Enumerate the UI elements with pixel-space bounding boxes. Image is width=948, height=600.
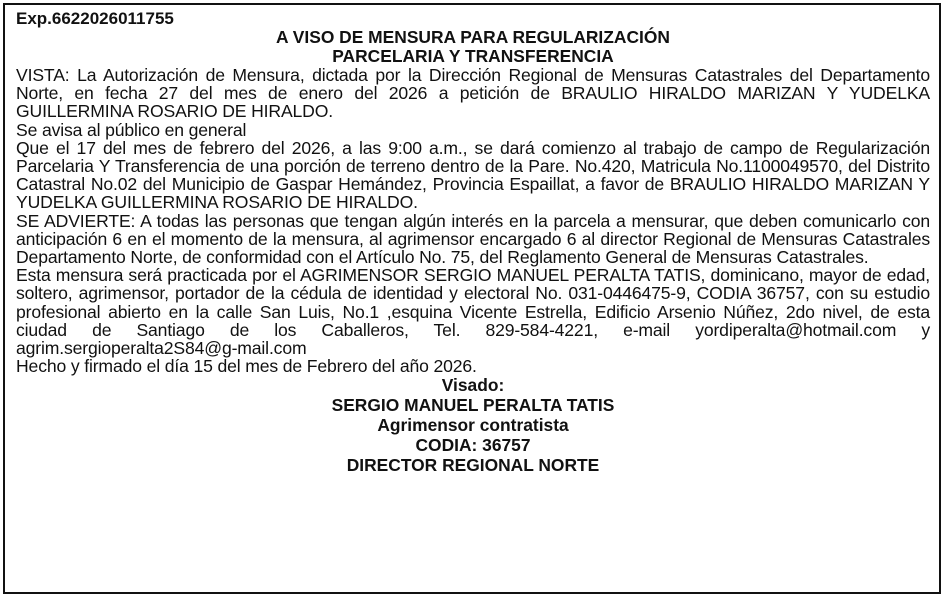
surveyor-paragraph: Esta mensura será practicada por el AGRIMENSOR SERGIO MANUEL PERALTA TATIS, dominicano, mayor de edad, soltero, agrimensor, portador de la cédula de identidad y electoral No. 031-0446475-9, CODIA 36757, con su estudio profesional abierto en la calle San Luis, No.1 ,esquina Vicente Estrella, Edificio Arsenio Núñez, 2do nivel, de esta ciudad de Santiago de los Caballeros, Tel. 829-584-4221, e-mail yordiperalta@hotmail.com y agrim.sergioperalta2S84@g-mail.com — [16, 265, 930, 359]
signer-role: Agrimensor contratista — [377, 415, 569, 436]
schedule-paragraph: Que el 17 del mes de febrero del 2026, a las 9:00 a.m., se dará comienzo al trabajo de campo de Regularización Parcelaria Y Transferencia de una porción de terreno dentro de la Pare. No.420, Matricula No.1100049570, del Distrito Catastral No.02 del Municipio de Gaspar Hemández, Provincia Espaillat, a favor de BRAULIO HIRALDO MARIZAN Y YUDELKA GUILLERMINA ROSARIO DE HIRALDO. — [16, 137, 930, 213]
signed-date-line: Hecho y firmado el día 15 del mes de Febrero del año 2026. — [16, 356, 477, 377]
director-title: DIRECTOR REGIONAL NORTE — [346, 455, 600, 476]
file-number: Exp.6622026011755 — [16, 9, 174, 28]
notice-title-line-1: A VISO DE MENSURA PARA REGULARIZACIÓN — [276, 27, 670, 47]
notice-title-line-2: PARCELARIA Y TRANSFERENCIA — [332, 46, 614, 66]
legal-notice — [3, 3, 941, 594]
signer-codia: CODIA: 36757 — [415, 435, 531, 456]
vista-paragraph: VISTA: La Autorización de Mensura, dictada por la Dirección Regional de Mensuras Catastrales del Departamento Norte, en fecha 27 del mes de enero del 2026 a petición de BRAULIO HIRALDO MARIZAN Y YUDELKA GUILLERMINA ROSARIO DE HIRALDO. — [16, 65, 930, 122]
signer-name: SERGIO MANUEL PERALTA TATIS — [331, 395, 615, 416]
public-notice-line: Se avisa al público en general — [16, 119, 247, 140]
warning-paragraph: SE ADVIERTE: A todas las personas que tengan algún interés en la parcela a mensurar, que deben comunicarlo con anticipación 6 en el momento de la mensura, al agrimensor encargado 6 al director Regional de Mensuras Catastrales Departamento Norte, de conformidad con el Artículo No. 75, del Reglamento General de Mensuras Catastrales. — [16, 210, 930, 268]
visado-label: Visado: — [441, 375, 505, 396]
